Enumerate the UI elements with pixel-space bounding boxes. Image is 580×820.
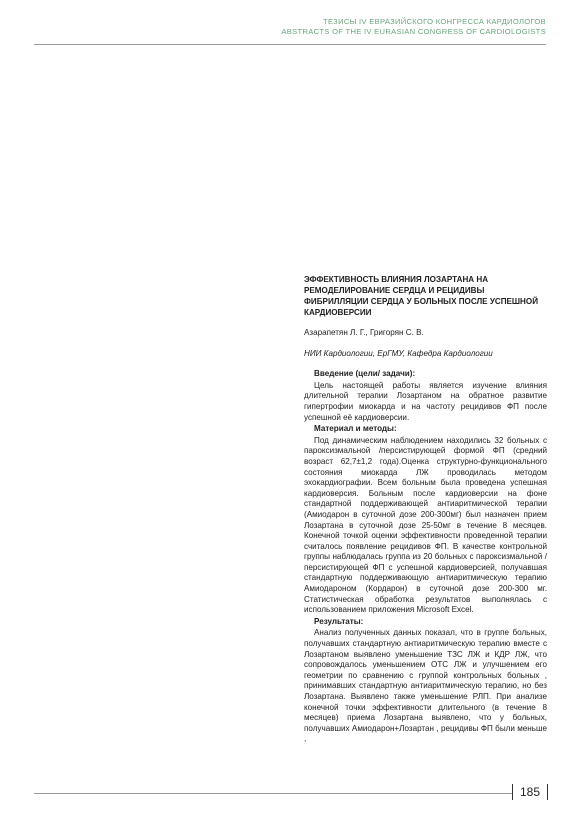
abstract-title: ЭФФЕКТИВНОСТЬ ВЛИЯНИЯ ЛОЗАРТАНА НА РЕМОДЕЛИРОВАНИЕ СЕРДЦА И РЕЦИДИВЫ ФИБРИЛЛЯЦИИ СЕРДЦА У БОЛЬНЫХ ПОСЛЕ УСПЕШНОЙ КАРДИОВЕРСИИ bbox=[304, 275, 539, 317]
footer-divider bbox=[34, 793, 512, 794]
section-text: Анализ полученных данных показал, что в группе больных, получавших стандартную антиаритмическую терапию вместе с Лозартаном выявлено уменьшение ТЗС ЛЖ и КДР ЛЖ, что сопровождалось уменьшением ОТС ЛЖ и улучшением его геометрии по сравнению с группой контрольных больных , принимавших стандартную антиаритмическую терапию, но без Лозартана. Выявлено также уменьшение РЛП. При анализе конечной точки эффективности длительного (в течение 8 месяцев) приема Лозартана выявлено, что у больных, получавших Амиодарон+Лозартан , рецидивы ФП были меньше , bbox=[304, 628, 547, 744]
abstract bbox=[304, 274, 547, 746]
abstract-authors: Азарапетян Л. Г., Григорян С. В. bbox=[304, 328, 424, 337]
header-divider bbox=[34, 44, 546, 45]
section-text: Под динамическим наблюдением находились 32 больных с пароксизмальной /персистирующей формой ФП (средний возраст 62,7±1,2 года).Оценка структурно-функционального состояния миокарда ЛЖ проводилась методом эхокардиографии. Всем больным была проведена успешная кардиоверсия. Больным после кардиоверсии на фоне стандартной поддерживающей антиаритмической терапии (Амиодарон в суточной дозе 200-300мг) был назначен прием Лозартана в суточной дозе 25-50мг в течение 8 месяцев. Конечной точкой оценки эффективности проведенной терапии считалось появление рецидивов ФП. В качестве контрольной группы наблюдалась группа из 20 больных с пароксизмальной /персистирующей ФП с успешной кардиоверсией, получавшая стандартную поддерживающую антиаритмическую терапию Амиодароном (Кордарон) в суточной дозе 200-300 мг. Статистическая обработка результатов выполнялась с использованием приложения Microsoft Excel. bbox=[304, 435, 547, 615]
section-text: Цель настоящей работы является изучение влияния длительной терапии Лозартаном на обратное развитие гипертрофии миокарда и на частоту рецидивов ФП после успешной её кардиоверсии. bbox=[304, 380, 547, 422]
section-methods bbox=[304, 424, 547, 616]
header-title-en: ABSTRACTS OF THE IV EURASIAN CONGRESS OF CARDIOLOGISTS bbox=[281, 27, 546, 36]
section-heading: Введение (цели/ задачи): bbox=[314, 369, 416, 379]
section-heading: Результаты: bbox=[314, 616, 364, 626]
header-title-ru: ТЕЗИСЫ IV ЕВРАЗИЙСКОГО КОНГРЕССА КАРДИОЛОГОВ bbox=[323, 17, 546, 26]
page-number: 185 bbox=[512, 784, 548, 800]
abstract-affiliation: НИИ Кардиологии, ЕрГМУ, Кафедра Кардиологии bbox=[304, 348, 493, 358]
running-header bbox=[281, 17, 546, 37]
section-results bbox=[304, 617, 547, 745]
section-heading: Материал и методы: bbox=[314, 424, 397, 434]
section-introduction bbox=[304, 369, 547, 423]
